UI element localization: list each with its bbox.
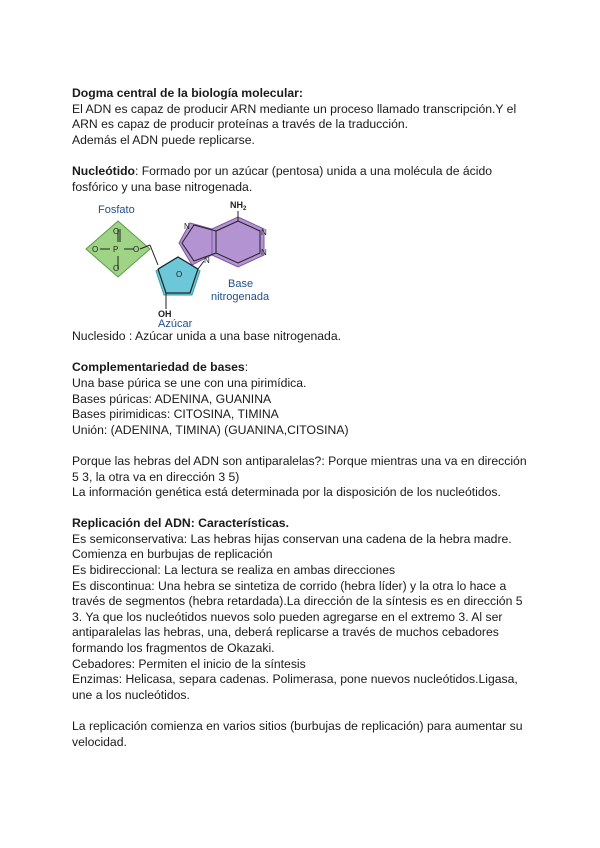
replicacion-line-10: Enzimas: Helicasa, separa cadenas. Polimerasa, pone nuevos nucleótidos.Ligasa, [72, 672, 518, 687]
nucleotido-line-2: fosfórico y una base nitrogenada. [72, 179, 253, 194]
phosphate-o-left: O [92, 245, 99, 255]
replicacion-line-7: antiparalelas las hebras, una, deberá replicarse a través de muchos cebadores [72, 625, 499, 640]
nucleotide-diagram-svg [78, 199, 298, 327]
replicacion-line-9: Cebadores: Permiten el inicio de la síntesis [72, 656, 306, 671]
phosphate-o-top: O [113, 227, 120, 237]
replicacion-line-11: une a los nucleótidos. [72, 687, 190, 702]
replicacion-line-5: través de segmentos (hebra retardada).La dirección de la síntesis es en dirección 5 [72, 594, 523, 609]
phosphate-o-bottom: O [113, 264, 120, 274]
base-n3: N [261, 248, 267, 258]
complementariedad-heading: Complementariedad de bases [72, 360, 245, 375]
replicacion-line-8: formando los fragmentos de Okazaki. [72, 641, 275, 656]
base-label-line-1: Base [228, 278, 254, 291]
base-shape-ring6 [212, 217, 264, 267]
replicacion-heading: Replicación del ADN: Características. [72, 516, 289, 531]
complementariedad-line-3: Bases pirimidicas: CITOSINA, TIMINA [72, 407, 279, 422]
fosfato-label: Fosfato [98, 204, 135, 217]
base-n7: N [184, 222, 190, 232]
phosphate-o-right: O [133, 245, 140, 255]
dogma-line-1: El ADN es capaz de producir ARN mediante un proceso llamado transcripción.Y el [72, 101, 517, 116]
antiparalelas-line-3: La información genética está determinada por la disposición de los nucleótidos. [72, 485, 501, 500]
replicacion-final-line-2: velocidad. [72, 734, 127, 749]
complementariedad-line-2: Bases púricas: ADENINA, GUANINA [72, 391, 272, 406]
dogma-line-3: Además el ADN puede replicarse. [72, 132, 255, 147]
replicacion-line-4: Es discontinua: Una hebra se sintetiza de corrido (hebra líder) y la otra lo hace a [72, 578, 507, 593]
replicacion-line-1: Es semiconservativa: Las hebras hijas conservan una cadena de la hebra madre. [72, 531, 512, 546]
nucleotide-diagram [78, 199, 298, 327]
base-label-line-2: nitrogenada [211, 291, 270, 304]
nucleotido-heading: Nucleótido [72, 163, 135, 178]
complementariedad-line-1: Una base púrica se une con una pirimídica. [72, 375, 307, 390]
antiparalelas-line-2: 5 3, la otra va en dirección 3 5) [72, 469, 240, 484]
azucar-label: Azúcar [158, 318, 193, 328]
complementariedad-line-4: Unión: (ADENINA, TIMINA) (GUANINA,CITOSINA) [72, 422, 349, 437]
base-n9: N [204, 256, 210, 266]
oh-label: OH [158, 309, 172, 320]
nucleotido-line-1 [72, 164, 532, 180]
nh2-label: $NH_2$ [230, 200, 247, 213]
base-n1: N [261, 228, 267, 238]
nucleotido-line-1-rest: : Formado por un azúcar (pentosa) unida a una molécula de ácido [134, 163, 493, 178]
dogma-line-2: ARN es capaz de producir proteínas a través de la traducción. [72, 117, 409, 132]
dogma-heading: Dogma central de la biología molecular: [72, 86, 303, 100]
nucleosido-line: Nuclesido : Azúcar unida a una base nitrogenada. [72, 329, 341, 344]
sugar-o: O [176, 270, 183, 280]
complementariedad-heading-line: Complementariedad de bases: [72, 360, 249, 375]
antiparalelas-line-1: Porque las hebras del ADN son antiparalelas?: Porque mientras una va en dirección [72, 453, 527, 468]
phosphate-p: P [113, 245, 119, 255]
replicacion-line-6: 3. Ya que los nucleótidos nuevos solo pueden agregarse en el extremo 3. Al ser [72, 609, 503, 624]
replicacion-final-line-1: La replicación comienza en varios sitios (burbujas de replicación) para aumentar su [72, 719, 523, 733]
replicacion-line-2: Comienza en burbujas de replicación [72, 547, 273, 562]
replicacion-line-3: Es bidireccional: La lectura se realiza en ambas direcciones [72, 563, 396, 578]
document-page [72, 86, 532, 750]
